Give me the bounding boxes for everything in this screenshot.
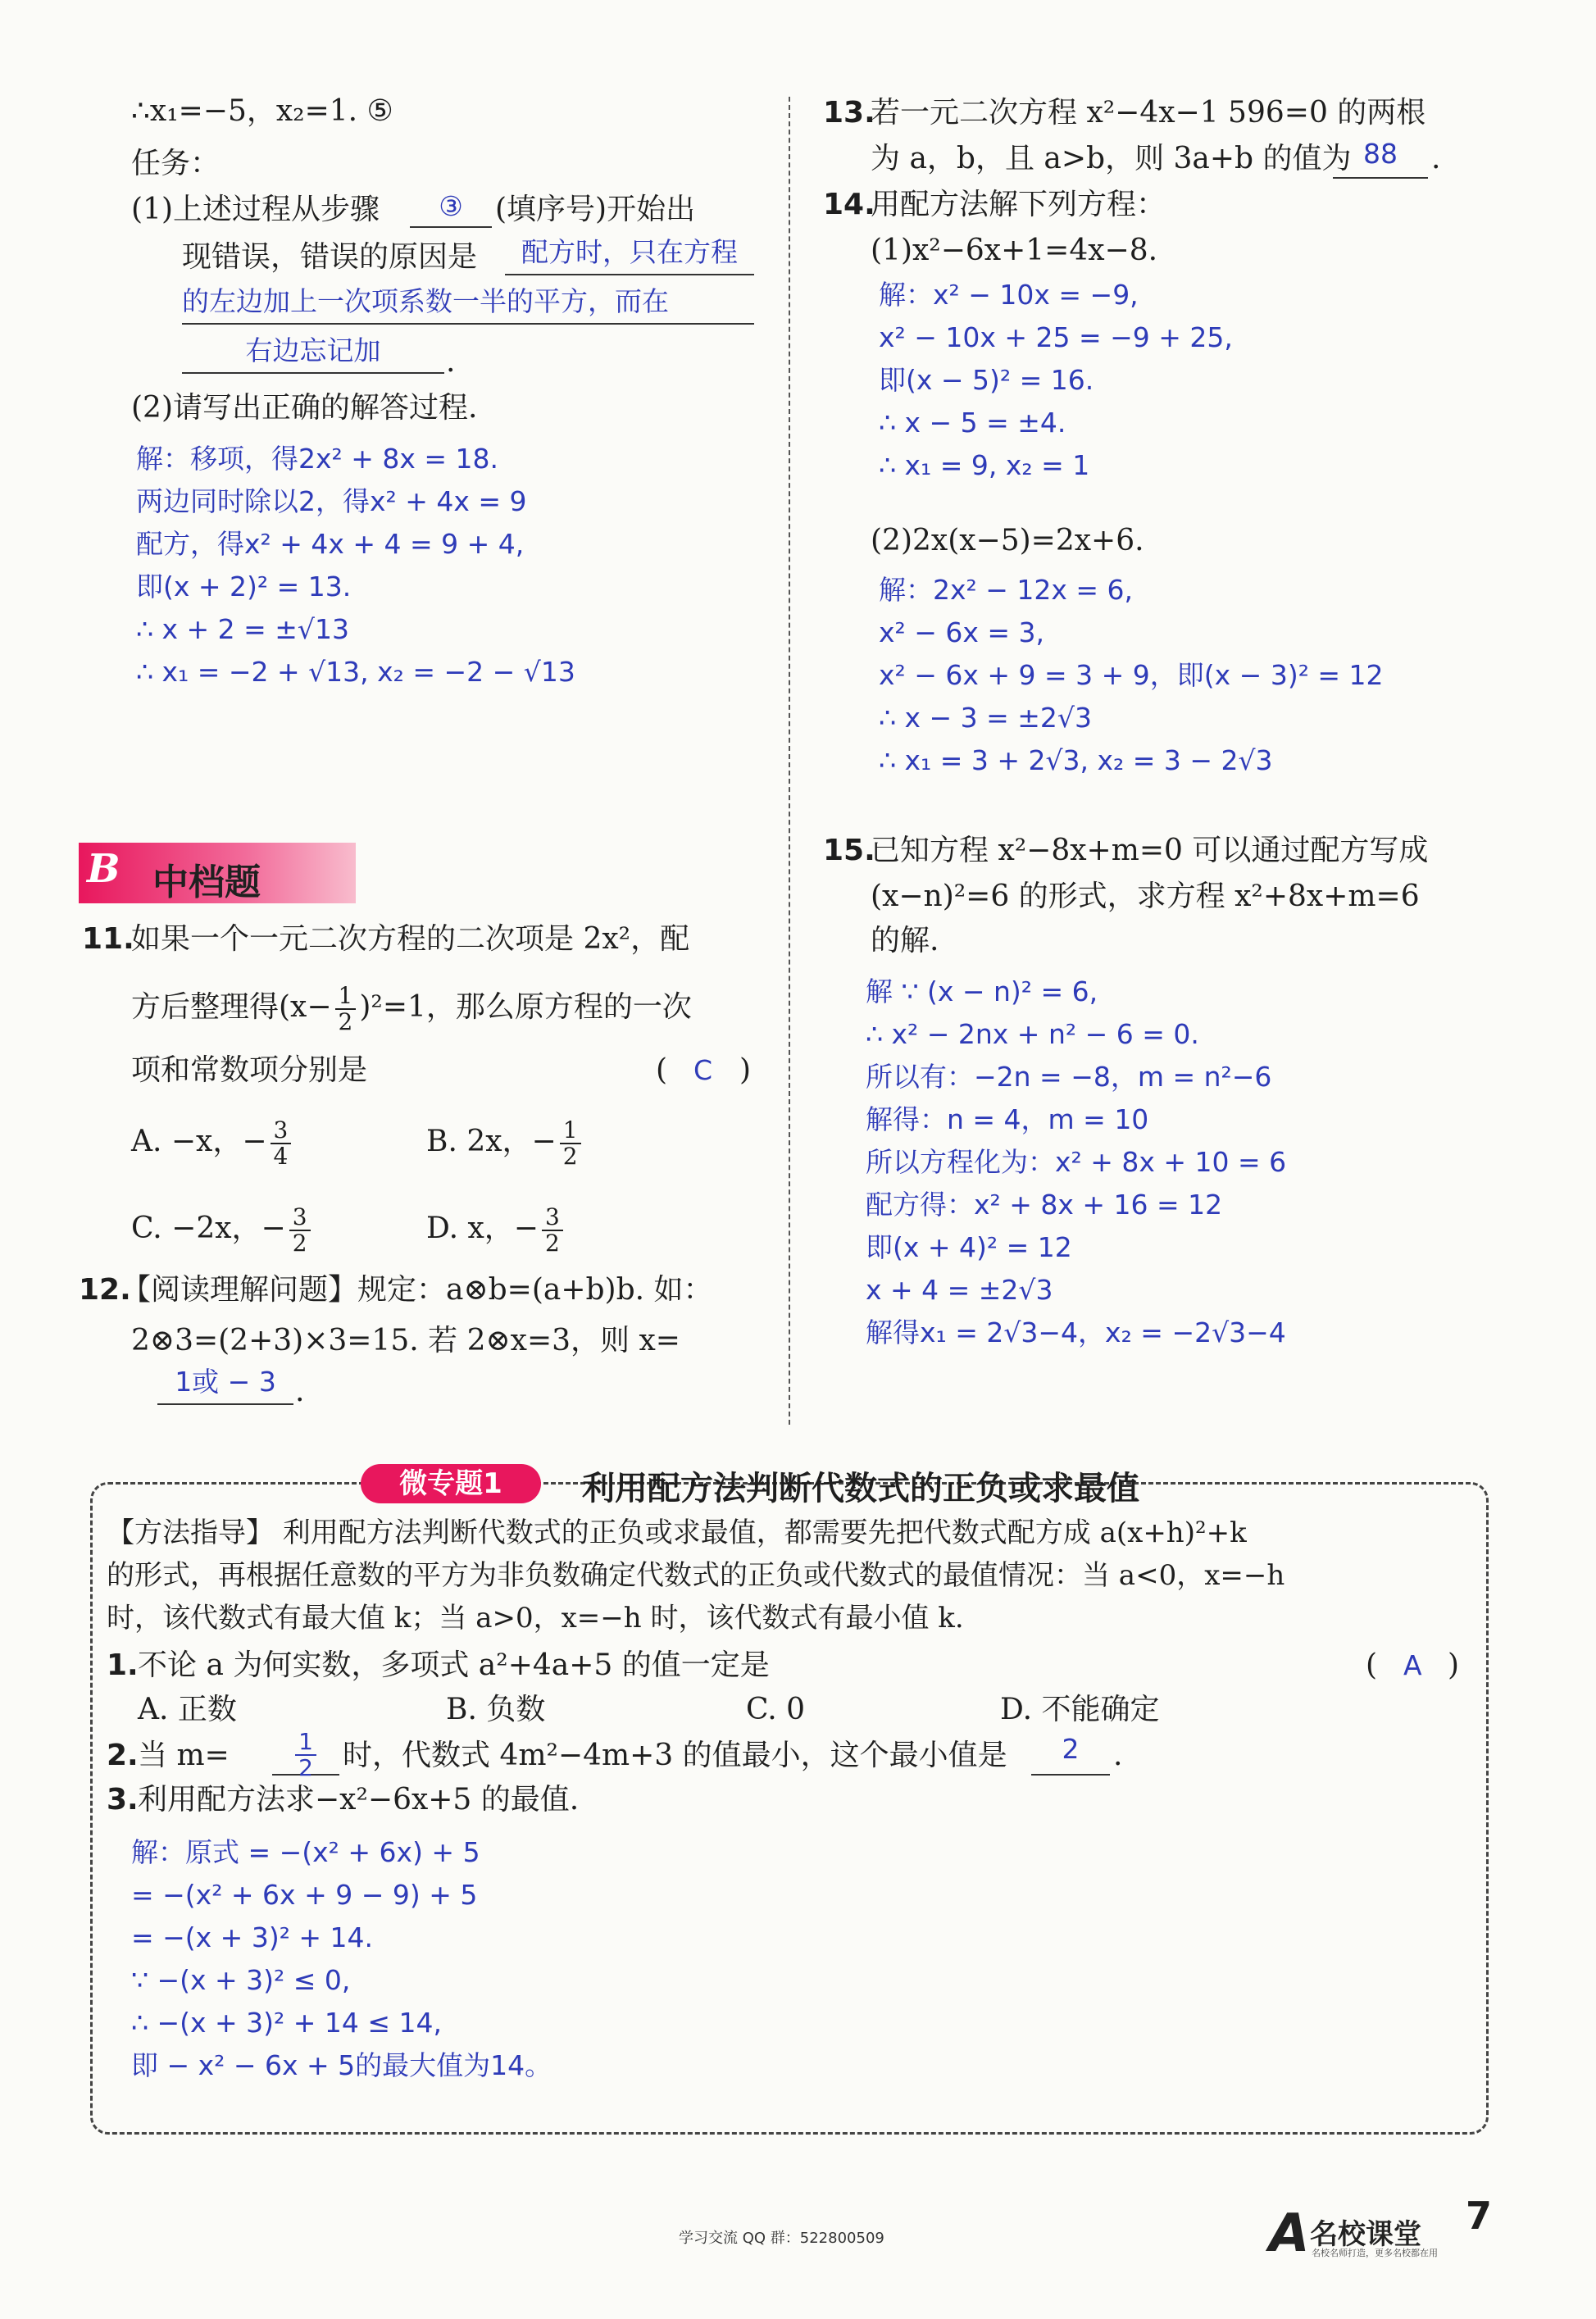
q11-line-1: 如果一个一元二次方程的二次项是 2x²，配 [131,922,690,956]
q14-part-1-solution: 即(x − 5)² = 16. [879,364,1094,396]
q15-solution-line: 解 ∵ (x − n)² = 6, [866,975,1098,1007]
logo-name: 名校课堂 [1310,2218,1421,2251]
task-label: 任务： [131,147,221,180]
task-2-solution-line: 解：移项，得2x² + 8x = 18. [136,443,499,475]
topic-q2-blank-min[interactable] [1031,1774,1110,1776]
column-divider [789,97,790,1425]
q15-solution-line: 所以方程化为：x² + 8x + 10 = 6 [866,1146,1287,1178]
q15-solution-line: 解得：n = 4，m = 10 [866,1103,1149,1135]
q15-line-1: 已知方程 x²−8x+m=0 可以通过配方写成 [871,834,1429,867]
topic-q2-text-b: 时，代数式 4m²−4m+3 的值最小，这个最小值是 [343,1739,1007,1772]
q11-line-3: 项和常数项分别是 [131,1053,368,1087]
topic-q1-number: 1. [107,1648,139,1682]
micro-topic-badge: 微专题1 [361,1464,541,1503]
q13-line-2: 为 a，b，且 a>b，则 3a+b 的值为 [871,142,1352,175]
task-2-solution-line: ∴ x + 2 = ±√13 [136,613,349,645]
q14-title: 用配方法解下列方程： [871,188,1166,221]
q14-part-1-solution: ∴ x₁ = 9, x₂ = 1 [879,449,1090,481]
q13-period: . [1431,142,1441,175]
q11-number: 11. [82,922,134,956]
publisher-logo [1269,2203,1482,2264]
topic-q3-solution-line: ∴ −(x + 3)² + 14 ≤ 14, [131,2007,443,2039]
footer-qq-group: 学习交流 QQ 群：522800509 [679,2230,884,2247]
topic-q3-number: 3. [107,1783,139,1817]
task-2-solution-line: 配方，得x² + 4x + 4 = 9 + 4, [136,528,525,560]
q12-answer: 1或 − 3 [175,1366,276,1398]
task-1-text-a: (1)上述过程从步骤 [131,193,380,226]
method-guide-line: 的形式，再根据任意数的平方为非负数确定代数式的正负或代数式的最值情况：当 a<0，x=−h [107,1559,1285,1592]
q14-part-2-solution: x² − 6x + 9 = 3 + 9，即(x − 3)² = 12 [879,659,1384,691]
q14-part-2-solution: x² − 6x = 3, [879,616,1045,648]
task-2-solution-line: 即(x + 2)² = 13. [136,571,352,602]
topic-q1-paren-right: ) [1448,1648,1460,1682]
q14-part-2-solution: ∴ x − 3 = ±2√3 [879,702,1092,734]
task-1-answer-reason-3: 右边忘记加 [245,334,381,366]
q14-part-2-solution: ∴ x₁ = 3 + 2√3, x₂ = 3 − 2√3 [879,744,1273,776]
topic-q2-answer-min: 2 [1062,1733,1080,1765]
topic-q2-text-a: 当 m= [138,1739,230,1772]
q11-option-c[interactable]: C. −2x，− $\frac{3}{2}$ [131,1205,314,1256]
micro-topic-title: 利用配方法判断代数式的正负或求最值 [582,1470,1139,1507]
section-b-title: 中档题 [152,862,261,903]
task-1-blank-reason-3[interactable] [182,372,444,374]
task-2-solution-line: ∴ x₁ = −2 + √13, x₂ = −2 − √13 [136,656,575,688]
section-b-letter: B [87,846,120,892]
page-number: 7 [1466,2194,1493,2238]
q15-line-3: 的解. [871,924,939,957]
topic-q1-option-d[interactable]: D. 不能确定 [1000,1693,1160,1726]
q11-option-b[interactable]: B. 2x，− $\frac{1}{2}$ [426,1118,584,1169]
q14-number: 14. [823,188,875,221]
q11-fraction: $\frac{1}{2}$ [335,984,357,1034]
q11-option-d[interactable]: D. x，− $\frac{3}{2}$ [426,1205,566,1256]
q12-line-1: 【阅读理解问题】规定：a⊗b=(a+b)b. 如： [121,1273,713,1307]
q12-number: 12. [79,1273,131,1307]
q11-paren-right: ) [739,1053,752,1087]
q11-paren-left: ( [656,1053,668,1087]
topic-q3-solution-line: = −(x² + 6x + 9 − 9) + 5 [131,1879,478,1911]
q12-period: . [295,1375,305,1408]
task-2-text: (2)请写出正确的解答过程. [131,391,478,425]
topic-q2-number: 2. [107,1739,139,1772]
topic-q3-solution-line: 即 − x² − 6x + 5的最大值为14。 [131,2049,552,2081]
q13-answer: 88 [1363,138,1398,170]
topic-q1-option-a[interactable]: A. 正数 [138,1693,237,1726]
logo-a-icon: A [1269,2203,1310,2264]
q15-number: 15. [823,834,875,867]
q12-line-2: 2⊗3=(2+3)×3=15. 若 2⊗x=3，则 x= [131,1324,680,1357]
task-1-blank-reason-1[interactable] [505,274,754,275]
topic-q1-paren-left: ( [1366,1648,1378,1682]
topic-q2-period: . [1113,1739,1123,1772]
q11-line-2: 方后整理得(x− $\frac{1}{2}$ )²=1，那么原方程的一次 [131,982,692,1035]
task-1-period: . [446,345,456,379]
task-1-text-c: 现错误，错误的原因是 [182,240,478,274]
q15-line-2: (x−n)²=6 的形式，求方程 x²+8x+m=6 [871,880,1420,913]
topic-q1-option-b[interactable]: B. 负数 [446,1693,546,1726]
q15-solution-line: 所以有：−2n = −8，m = n²−6 [866,1061,1272,1093]
q14-part-2-solution: 解：2x² − 12x = 6, [879,574,1134,606]
topic-q2-answer-m: $\frac{1}{2}$ [272,1730,339,1780]
q12-blank[interactable] [157,1403,293,1405]
q13-line-1: 若一元二次方程 x²−4x−1 596=0 的两根 [871,96,1426,130]
task-1-answer-reason-1: 配方时，只在方程 [521,236,738,268]
q15-solution-line: x + 4 = ±2√3 [866,1274,1053,1306]
topic-q3-solution-line: ∵ −(x + 3)² ≤ 0, [131,1964,351,1996]
task-1-answer-reason-2: 的左边加上一次项系数一半的平方，而在 [182,285,669,317]
q14-part-1-solution: x² − 10x + 25 = −9 + 25, [879,321,1233,353]
q11-answer[interactable]: C [693,1054,713,1086]
q15-solution-line: 即(x + 4)² = 12 [866,1231,1072,1263]
q14-part-1-solution: ∴ x − 5 = ±4. [879,407,1066,439]
topic-q3-solution-line: 解：原式 = −(x² + 6x) + 5 [131,1836,480,1868]
q13-number: 13. [823,96,875,130]
q13-blank[interactable] [1333,177,1428,179]
method-guide-line: 【方法指导】 利用配方法判断代数式的正负或求最值，都需要先把代数式配方成 a(x+h)²+k [107,1516,1247,1549]
logo-slogan: 名校名师打造，更多名校都在用 [1312,2248,1438,2258]
topic-q1-text: 不论 a 为何实数，多项式 a²+4a+5 的值一定是 [138,1648,770,1682]
q15-solution-line: ∴ x² − 2nx + n² − 6 = 0. [866,1018,1199,1050]
q15-solution-line: 解得x₁ = 2√3−4，x₂ = −2√3−4 [866,1316,1286,1348]
q11-option-a[interactable]: A. −x，− $\frac{3}{4}$ [131,1118,294,1169]
q14-part-1-solution: 解：x² − 10x = −9, [879,279,1139,311]
task-1-text-b: (填序号)开始出 [495,193,696,226]
q14-part-1: (1)x²−6x+1=4x−8. [871,234,1158,267]
q14-part-2: (2)2x(x−5)=2x+6. [871,524,1144,557]
topic-q1-option-c[interactable]: C. 0 [746,1693,806,1726]
task-2-solution-line: 两边同时除以2，得x² + 4x = 9 [136,485,527,517]
task-1-answer-step: ③ [439,190,463,222]
q15-solution-line: 配方得：x² + 8x + 16 = 12 [866,1189,1223,1221]
topic-q3-text: 利用配方法求−x²−6x+5 的最值. [138,1783,580,1817]
task-1-blank-step[interactable] [410,226,492,228]
topic-q1-answer[interactable]: A [1403,1649,1422,1681]
step-5-line: ∴x₁=−5，x₂=1. ⑤ [131,94,393,128]
task-1-blank-reason-2[interactable] [182,323,754,325]
method-guide-line: 时，该代数式有最大值 k；当 a>0，x=−h 时，该代数式有最小值 k. [107,1602,964,1635]
section-b-banner [79,843,361,907]
topic-q3-solution-line: = −(x + 3)² + 14. [131,1921,374,1953]
